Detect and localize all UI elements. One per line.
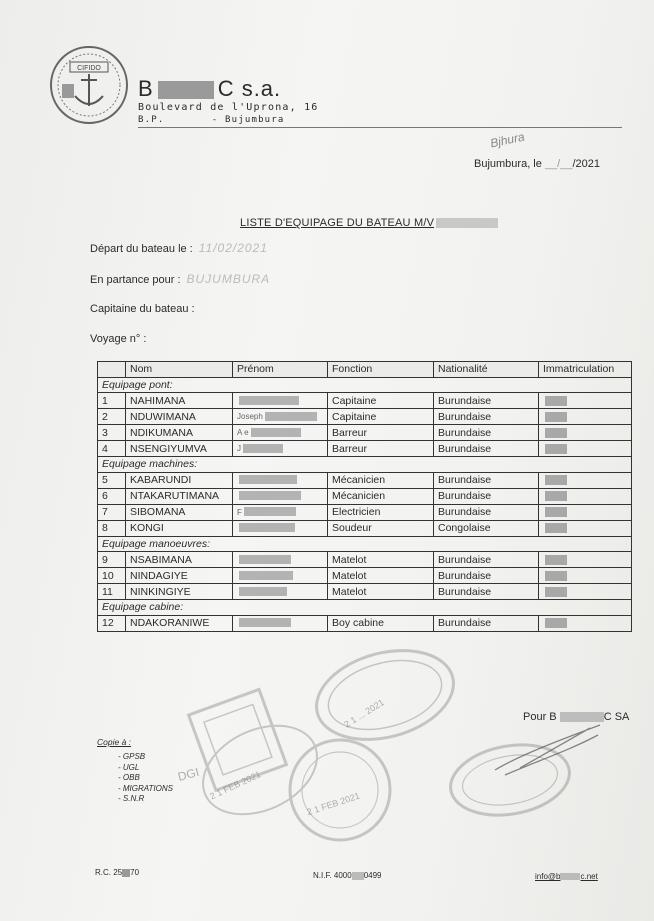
stamp-rect-1 (189, 689, 287, 790)
table-header-row (98, 362, 632, 378)
stamp-circle-1 (290, 740, 390, 840)
header-prenom: Prénom (233, 362, 328, 378)
cell-nationalite: Burundaise (434, 472, 539, 488)
cell-immatriculation (539, 552, 632, 568)
stamp-text-3: 2 1 FEB 2021 (305, 790, 362, 818)
cell-prenom (233, 584, 328, 600)
cell-number: 12 (98, 615, 126, 631)
cell-fonction: Matelot (328, 552, 434, 568)
cell-nom: NDAKORANIWE (126, 615, 233, 631)
redaction-box (545, 507, 567, 517)
cell-prenom (233, 488, 328, 504)
cell-nationalite: Burundaise (434, 425, 539, 441)
redaction-box (545, 555, 567, 565)
cell-number: 4 (98, 441, 126, 457)
address-line2 (138, 115, 285, 125)
footer-nif-suffix: 0499 (363, 871, 382, 880)
redaction-box (545, 396, 567, 406)
section-row (98, 457, 632, 473)
cell-nom: KONGI (126, 520, 233, 536)
copies-label: Copie à : (97, 737, 132, 747)
redaction-box (251, 428, 301, 437)
cell-nationalite: Burundaise (434, 568, 539, 584)
address-city: - Bujumbura (211, 115, 285, 125)
cell-nationalite: Burundaise (434, 393, 539, 409)
cell-number: 5 (98, 472, 126, 488)
copies-list (118, 752, 173, 805)
table-row (98, 488, 632, 504)
cell-fonction: Barreur (328, 425, 434, 441)
captain-field (90, 303, 195, 315)
cell-nom: NDUWIMANA (126, 409, 233, 425)
table-row (98, 615, 632, 631)
footer-email-suffix: c.net (580, 872, 598, 881)
address-line1: Boulevard de l'Uprona, 16 (138, 102, 319, 113)
cell-fonction: Capitaine (328, 393, 434, 409)
redaction-box (545, 587, 567, 597)
cell-nom: NINDAGIYE (126, 568, 233, 584)
date-prefix: Bujumbura, le (474, 158, 542, 170)
cell-prenom-text: F (237, 507, 242, 517)
cell-fonction: Boy cabine (328, 615, 434, 631)
footer-email[interactable] (535, 872, 598, 881)
footer-rc-prefix: R.C. 25 (95, 868, 123, 877)
crew-table (97, 361, 632, 632)
redaction-box (239, 475, 297, 484)
stamp-text-2: 2 1 FEB 2021 (208, 769, 263, 802)
copy-recipient: - UGL (118, 763, 173, 774)
cell-prenom (233, 552, 328, 568)
footer-nif-prefix: N.I.F. 4000 (313, 871, 352, 880)
cell-fonction: Barreur (328, 441, 434, 457)
redaction-box (158, 81, 214, 99)
redaction-box (545, 618, 567, 628)
stamp-text-1: 2 1 ... 2021 (342, 697, 386, 730)
redaction-box (436, 218, 498, 228)
section-row (98, 536, 632, 552)
table-row (98, 441, 632, 457)
cell-fonction: Electricien (328, 504, 434, 520)
crew-table-body (98, 377, 632, 631)
redaction-box (560, 712, 604, 722)
stamp-word: DGI (176, 764, 201, 784)
cell-immatriculation (539, 520, 632, 536)
cell-prenom (233, 520, 328, 536)
cell-immatriculation (539, 409, 632, 425)
copy-recipient: - S.N.R (118, 794, 173, 805)
destination-label: En partance pour : (90, 274, 181, 286)
redaction-box (545, 444, 567, 454)
cell-fonction: Mécanicien (328, 488, 434, 504)
cell-immatriculation (539, 393, 632, 409)
date-suffix: /2021 (572, 158, 600, 170)
footer-rc (95, 868, 139, 877)
cell-nom: KABARUNDI (126, 472, 233, 488)
destination-value: BUJUMBURA (186, 272, 271, 286)
redaction-box (239, 571, 293, 580)
cell-nom: NINKINGIYE (126, 584, 233, 600)
section-row (98, 377, 632, 393)
signatory-suffix: C SA (603, 711, 630, 723)
cell-number: 3 (98, 425, 126, 441)
redaction-box (244, 507, 296, 516)
signature-scribble (495, 725, 600, 775)
cell-number: 10 (98, 568, 126, 584)
redaction-box (122, 869, 130, 877)
cell-immatriculation (539, 488, 632, 504)
redaction-box (243, 444, 283, 453)
cell-immatriculation (539, 568, 632, 584)
cell-nationalite: Burundaise (434, 441, 539, 457)
table-row (98, 584, 632, 600)
destination-field (90, 272, 270, 286)
departure-label: Départ du bateau le : (90, 243, 193, 255)
cell-nom: NDIKUMANA (126, 425, 233, 441)
cell-prenom (233, 393, 328, 409)
company-logo (48, 44, 130, 126)
cell-fonction: Capitaine (328, 409, 434, 425)
cell-fonction: Soudeur (328, 520, 434, 536)
section-title: Equipage pont: (98, 377, 632, 393)
redaction-box (545, 491, 567, 501)
table-row (98, 504, 632, 520)
cell-prenom (233, 504, 328, 520)
cell-prenom-text: Joseph (237, 412, 263, 421)
document-title-text: LISTE D'EQUIPAGE DU BATEAU M/V (240, 217, 435, 229)
cell-nom: NSENGIYUMVA (126, 441, 233, 457)
cell-immatriculation (539, 441, 632, 457)
cell-prenom (233, 472, 328, 488)
table-row (98, 425, 632, 441)
footer-email-prefix: info@b (535, 872, 561, 881)
cell-number: 2 (98, 409, 126, 425)
cell-immatriculation (539, 504, 632, 520)
captain-label: Capitaine du bateau : (90, 303, 195, 315)
cell-fonction: Mécanicien (328, 472, 434, 488)
header-immatriculation: Immatriculation (539, 362, 632, 378)
redaction-box (545, 428, 567, 438)
redaction-box (239, 523, 295, 532)
cell-immatriculation (539, 584, 632, 600)
redaction-box (545, 523, 567, 533)
copy-recipient: - OBB (118, 773, 173, 784)
table-row (98, 552, 632, 568)
cell-immatriculation (539, 472, 632, 488)
cell-prenom (233, 409, 328, 425)
company-prefix: B (138, 76, 154, 101)
cell-nationalite: Congolaise (434, 520, 539, 536)
header-fonction: Fonction (328, 362, 434, 378)
cell-nom: NSABIMANA (126, 552, 233, 568)
redaction-box (239, 618, 291, 627)
table-row (98, 568, 632, 584)
redaction-box (239, 491, 301, 500)
cell-immatriculation (539, 425, 632, 441)
table-row (98, 472, 632, 488)
cell-nom: SIBOMANA (126, 504, 233, 520)
header-nom: Nom (126, 362, 233, 378)
redaction-box (560, 873, 580, 880)
cell-fonction: Matelot (328, 584, 434, 600)
redaction-box (265, 412, 317, 421)
issue-date: Bujumbura, le __/__/2021 (474, 158, 600, 170)
redaction-box (239, 587, 287, 596)
cell-nom: NAHIMANA (126, 393, 233, 409)
stamp-oval-1 (307, 636, 464, 753)
cell-fonction: Matelot (328, 568, 434, 584)
redaction-box (239, 555, 291, 564)
redaction-box (352, 872, 364, 880)
section-title: Equipage cabine: (98, 600, 632, 616)
header-number (98, 362, 126, 378)
signatory (523, 711, 629, 723)
voyage-label: Voyage n° : (90, 333, 147, 345)
header-divider (138, 127, 622, 128)
cell-nationalite: Burundaise (434, 552, 539, 568)
table-row (98, 409, 632, 425)
cell-prenom-text: A e (237, 428, 249, 437)
redaction-box (545, 571, 567, 581)
logo-text: CIFIDO (77, 65, 101, 72)
company-suffix: C s.a. (217, 76, 282, 101)
cell-number: 8 (98, 520, 126, 536)
departure-field (90, 241, 268, 255)
voyage-field (90, 333, 146, 345)
section-title: Equipage machines: (98, 457, 632, 473)
cell-number: 1 (98, 393, 126, 409)
section-title: Equipage manoeuvres: (98, 536, 632, 552)
footer-rc-suffix: 70 (130, 868, 140, 877)
cell-number: 6 (98, 488, 126, 504)
cell-prenom (233, 425, 328, 441)
handwritten-signature: Bjhura (488, 129, 526, 151)
redaction-box (545, 475, 567, 485)
copy-recipient: - GPSB (118, 752, 173, 763)
cell-nationalite: Burundaise (434, 504, 539, 520)
cell-number: 11 (98, 584, 126, 600)
cell-prenom-text: J (237, 444, 241, 453)
cell-number: 9 (98, 552, 126, 568)
table-row (98, 393, 632, 409)
company-name (138, 76, 281, 102)
cell-nationalite: Burundaise (434, 488, 539, 504)
copy-recipient: - MIGRATIONS (118, 784, 173, 795)
cell-prenom (233, 568, 328, 584)
cell-nationalite: Burundaise (434, 409, 539, 425)
cell-nationalite: Burundaise (434, 615, 539, 631)
address-bp: B.P. (138, 115, 165, 125)
cell-prenom (233, 615, 328, 631)
table-row (98, 520, 632, 536)
stamp-oval-2 (445, 736, 575, 824)
section-row (98, 600, 632, 616)
cell-nationalite: Burundaise (434, 584, 539, 600)
redaction-box (239, 396, 299, 405)
cell-immatriculation (539, 615, 632, 631)
cell-number: 7 (98, 504, 126, 520)
document-title (240, 217, 498, 229)
cell-prenom (233, 441, 328, 457)
redaction-box (545, 412, 567, 422)
signatory-prefix: Pour B (523, 711, 557, 723)
cell-nom: NTAKARUTIMANA (126, 488, 233, 504)
departure-value: 11/02/2021 (198, 241, 268, 255)
footer-nif (313, 871, 381, 880)
header-nationalite: Nationalité (434, 362, 539, 378)
